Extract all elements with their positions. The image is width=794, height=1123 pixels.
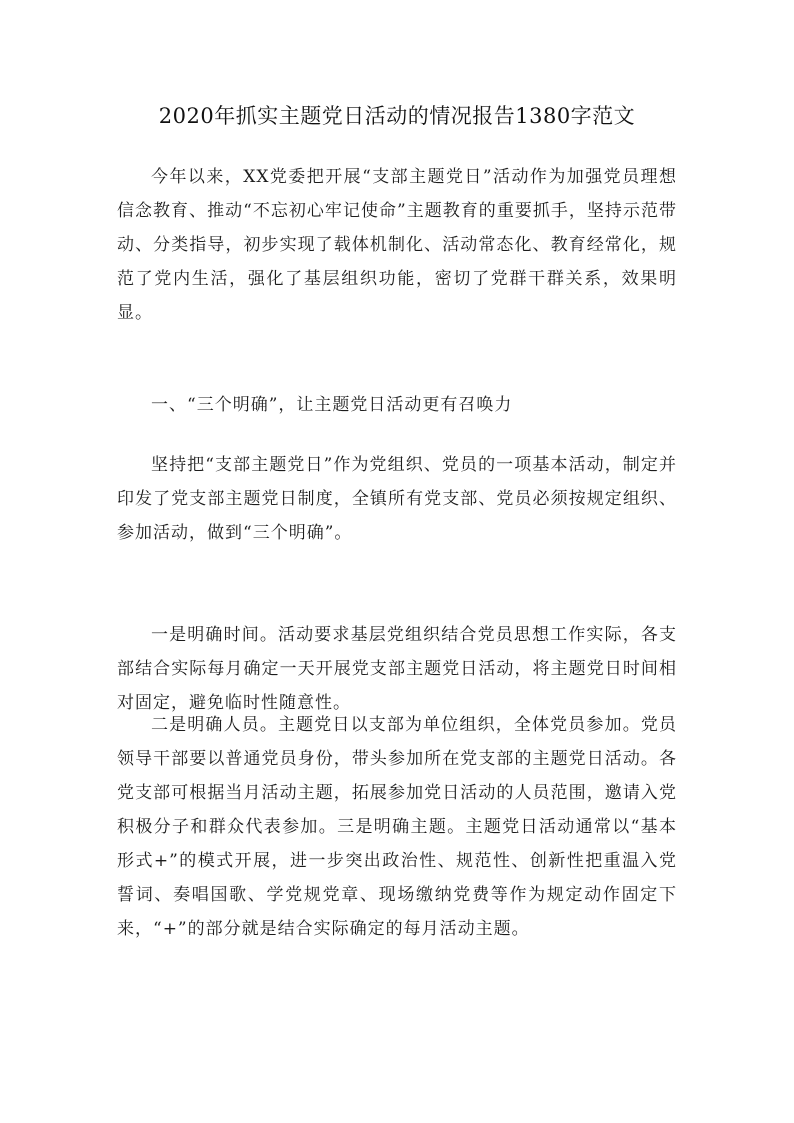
paragraph-clarify-time: 一是明确时间。活动要求基层党组织结合党员思想工作实际，各支部结合实际每月确定一天开展党支部主题党日活动，将主题党日时间相对固定，避免临时性随意性。 bbox=[117, 625, 677, 713]
paragraph-three-clarities: 坚持把“支部主题党日”作为党组织、党员的一项基本活动，制定并印发了党支部主题党日制度，全镇所有党支部、党员必须按规定组织、参加活动，做到“三个明确”。 bbox=[117, 455, 677, 543]
paragraph-clarify-personnel: 二是明确人员。主题党日以支部为单位组织，全体党员参加。党员领导干部要以普通党员身份，带头参加所在党支部的主题党日活动。各党支部可根据当月活动主题，拓展参加党日活动的人员范围，邀请入党积极分子和群众代表参加。三是明确主题。主题党日活动通常以“基本形式+”的模式开展，进一步突出政治性、规范性、创新性把重温入党誓词、奏唱国歌、学党规党章、现场缴纳党费等作为规定动作固定下来，“+”的部分就是结合实际确定的每月活动主题。 bbox=[117, 715, 677, 939]
document-title: 2020年抓实主题党日活动的情况报告1380字范文 bbox=[158, 104, 636, 128]
section-heading-1: 一、“三个明确”，让主题党日活动更有召唤力 bbox=[151, 395, 513, 415]
paragraph-intro: 今年以来，XX党委把开展“支部主题党日”活动作为加强党员理想信念教育、推动“不忘初心牢记使命”主题教育的重要抓手，坚持示范带动、分类指导，初步实现了载体机制化、活动常态化、教育经常化，规范了党内生活，强化了基层组织功能，密切了党群干群关系，效果明显。 bbox=[117, 167, 677, 323]
